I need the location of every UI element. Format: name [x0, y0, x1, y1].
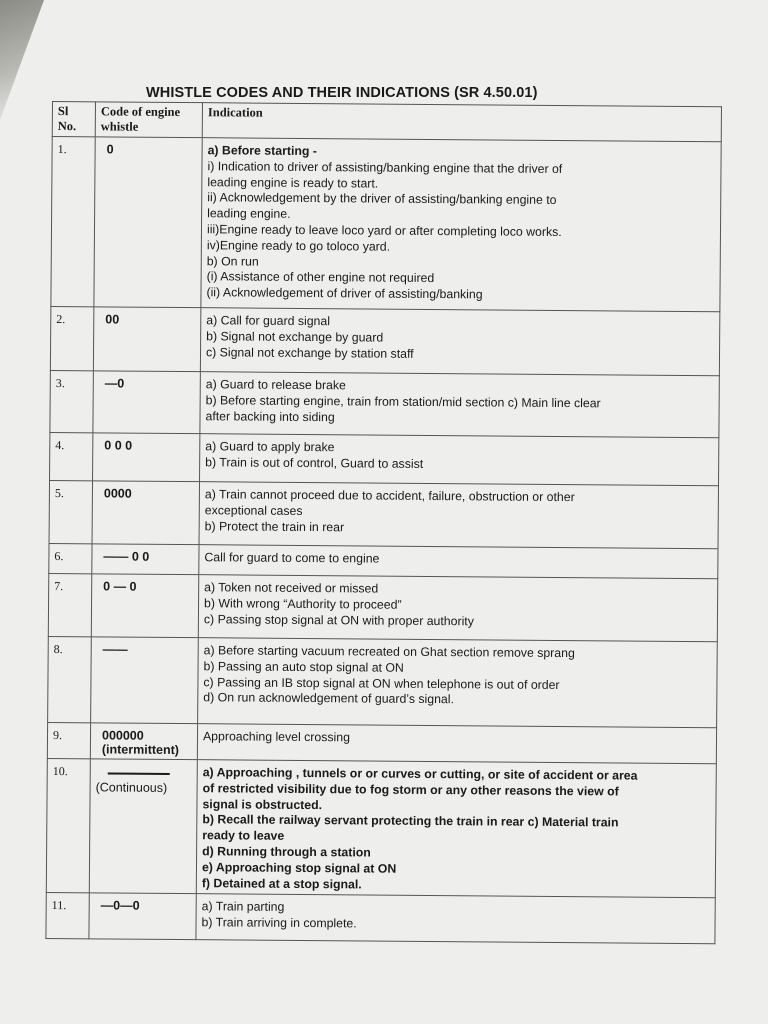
indication-line: after backing into siding — [205, 408, 335, 424]
row-number: 3. — [50, 370, 93, 432]
whistle-code — [93, 307, 200, 372]
table-row — [48, 636, 718, 727]
table-row — [46, 893, 715, 944]
long-whistle-dash — [108, 772, 170, 774]
indication-line: a) Call for guard signal — [206, 313, 331, 329]
whistle-code-note: (intermittent) — [101, 742, 180, 758]
indication-line: ready to leave — [202, 828, 285, 844]
indication-line: i) Indication to driver of assisting/banking engine that the driver of — [207, 159, 563, 176]
whistle-code-text: 0 0 0 — [104, 438, 133, 453]
whistle-code — [92, 481, 199, 545]
whistle-code-text: 000000 — [101, 728, 144, 743]
row-number: 4. — [50, 432, 93, 480]
row-number: 11. — [46, 893, 89, 939]
whistle-code — [89, 893, 196, 940]
indication-cell — [200, 434, 719, 486]
row-number: 1. — [51, 137, 95, 307]
whistle-code-note: (Continuous) — [95, 779, 168, 795]
whistle-code — [94, 137, 202, 308]
whistle-code — [91, 574, 198, 638]
indication-line: Call for guard to come to engine — [204, 550, 380, 566]
indication-line: of restricted visibility due to fog storm or any other reasons the view of — [202, 781, 619, 799]
indication-line: d) On run acknowledgement of guard’s signal. — [203, 690, 455, 707]
indication-line: (i) Assistance of other engine not required — [206, 269, 435, 286]
indication-line: e) Approaching stop signal at ON — [201, 859, 397, 876]
table-row — [50, 306, 719, 375]
whistle-code-text: —— 0 0 — [103, 549, 150, 564]
header-sl-line: Sl — [57, 104, 69, 119]
indication-cell — [200, 308, 719, 376]
paper-corner-shadow — [0, 0, 44, 120]
indication-line: signal is obstructed. — [202, 796, 323, 812]
indication-line: a) Guard to apply brake — [205, 439, 335, 455]
indication-line: c) Signal not exchange by station staff — [205, 344, 414, 361]
table-row — [50, 370, 719, 437]
indication-line: a) Before starting vacuum recreated on Ghat section remove sprang — [203, 643, 575, 661]
indication-line: a) Train cannot proceed due to accident, failure, obstruction or other — [204, 487, 575, 505]
row-number: 2. — [50, 306, 94, 370]
whistle-codes-table — [45, 101, 722, 945]
indication-cell — [198, 575, 717, 642]
indication-line: c) Passing stop signal at ON with proper authority — [203, 611, 474, 628]
row-number: 8. — [48, 636, 92, 722]
indication-line: leading engine. — [207, 206, 291, 222]
whistle-code — [89, 759, 197, 894]
whistle-code-text: —— — [102, 642, 128, 657]
indication-cell — [201, 138, 721, 312]
indication-cell — [199, 482, 718, 549]
indication-line: (ii) Acknowledgement of driver of assisting/banking — [206, 285, 483, 302]
indication-line: b) With wrong “Authority to proceed” — [204, 596, 402, 612]
header-indication: Indication — [202, 103, 721, 142]
whistle-code-text: 00 — [105, 312, 120, 327]
indication-line: leading engine is ready to start. — [207, 174, 379, 191]
indication-cell — [197, 724, 716, 764]
whistle-code — [90, 723, 197, 760]
whistle-code — [92, 544, 199, 575]
header-sl — [52, 102, 95, 137]
indication-line: a) Before starting - — [207, 143, 317, 159]
indication-cell — [198, 638, 718, 728]
indication-line: ii) Acknowledgement by the driver of assisting/banking engine to — [207, 190, 557, 208]
whistle-code — [93, 371, 200, 434]
indication-line: a) Token not received or missed — [204, 580, 379, 596]
header-code-line: Code of engine — [100, 104, 181, 120]
row-number: 5. — [49, 480, 92, 543]
indication-line: b) On run — [206, 253, 259, 269]
indication-line: b) Train arriving in complete. — [201, 915, 357, 931]
header-code — [95, 102, 202, 138]
page-title: WHISTLE CODES AND THEIR INDICATIONS (SR 4.50.01) — [146, 85, 538, 101]
indication-line: c) Passing an IB stop signal at ON when telephone is out of order — [203, 674, 560, 692]
indication-line: d) Running through a station — [202, 844, 371, 860]
table-row — [47, 722, 716, 763]
indication-cell — [199, 545, 718, 579]
indication-line: b) Protect the train in rear — [204, 518, 345, 534]
indication-line: b) Signal not exchange by guard — [206, 329, 384, 345]
indication-cell — [196, 894, 715, 944]
table-row — [49, 480, 718, 548]
whistle-code-text: 0000 — [103, 486, 132, 501]
indication-line: b) Before starting engine, train from station/mid section c) Main line clear — [205, 393, 601, 411]
indication-line: a) Train parting — [201, 899, 285, 915]
indication-line: b) Recall the railway servant protecting the train in rear c) Material train — [202, 812, 619, 830]
table-row — [46, 758, 716, 898]
header-code-line: whistle — [100, 119, 139, 134]
indication-line: Approaching level crossing — [202, 729, 351, 745]
row-number: 10. — [46, 758, 90, 893]
table-row — [48, 573, 717, 641]
row-number: 9. — [47, 722, 90, 758]
indication-line: a) Guard to release brake — [205, 377, 346, 393]
row-number: 6. — [49, 543, 92, 573]
indication-line: exceptional cases — [204, 503, 303, 518]
indication-line: iii)Engine ready to leave loco yard or after completing loco works. — [206, 222, 562, 239]
indication-cell — [200, 372, 719, 438]
row-number: 7. — [48, 573, 91, 636]
table-row — [50, 432, 719, 485]
header-sl-line: No. — [57, 119, 77, 134]
whistle-code-text: 0 — 0 — [103, 579, 137, 594]
whistle-code — [91, 637, 199, 724]
indication-line: b) Passing an auto stop signal at ON — [203, 659, 404, 675]
whistle-code-text: 0 — [106, 142, 114, 157]
whistle-code — [93, 433, 200, 482]
whistle-code-text: —0—0 — [100, 898, 140, 914]
indication-cell — [196, 760, 716, 898]
table-row — [51, 137, 721, 312]
indication-line: a) Approaching , tunnels or or curves or cutting, or site of accident or area — [202, 765, 638, 783]
indication-line: b) Train is out of control, Guard to assist — [205, 455, 424, 471]
header-row — [52, 102, 721, 142]
indication-line: f) Detained at a stop signal. — [201, 875, 362, 892]
whistle-code-text: —0 — [104, 376, 125, 391]
indication-line: iv)Engine ready to go toloco yard. — [206, 238, 391, 254]
